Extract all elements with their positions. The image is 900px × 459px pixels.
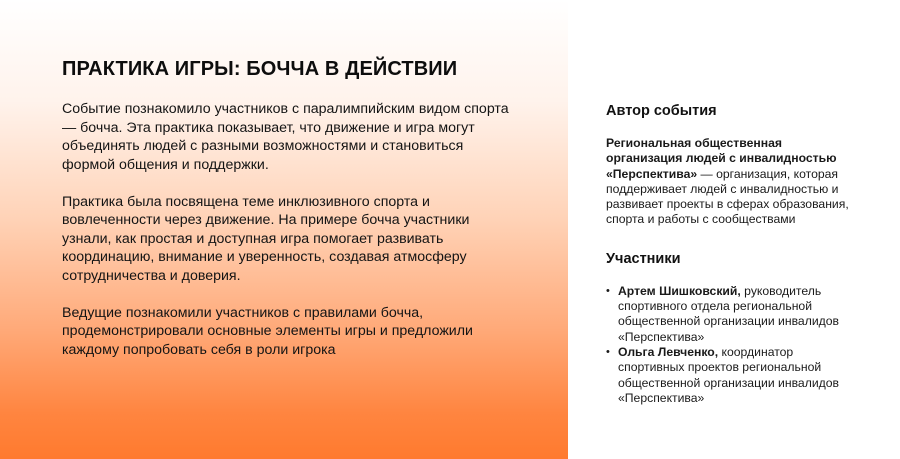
author-organization-description: — организация, которая поддерживает людей с инвалидностью и развивает проекты в сферах образования, спорта и работы с сообществами xyxy=(606,166,849,227)
participants-list xyxy=(606,284,846,406)
participant-item xyxy=(606,284,846,345)
paragraph-topic: Практика была посвящена теме инклюзивного спорта и вовлеченности через движение. На примере бочча участники узнали, как простая и доступная игра помогает развивать координацию, внимание и уверенность, создавая атмосферу сотрудничества и доверия. xyxy=(62,193,470,284)
participant-name: Артем Шишковский, xyxy=(618,283,741,298)
participants-heading: Участники xyxy=(606,250,681,267)
author-organization-name: Региональная общественная организация людей с инвалидностью «Перспектива» xyxy=(606,136,837,181)
bullet-icon: • xyxy=(606,345,610,358)
bullet-icon: • xyxy=(606,284,610,297)
event-info-sidebar xyxy=(568,0,900,459)
paragraph-intro: Событие познакомило участников с паралимпийским видом спорта — бочча. Эта практика показывает, что движение и игра могут объединять людей с разными возможностями и становиться формой общения и поддержки. xyxy=(62,101,509,173)
paragraph-hosts: Ведущие познакомили участников с правилами бочча, продемонстрировали основные элементы игры и предложили каждому попробовать себя в роли игрока xyxy=(62,304,473,358)
participant-role: координатор спортивных проектов региональной общественной организации инвалидов «Перспектива» xyxy=(618,344,839,405)
page-title: ПРАКТИКА ИГРЫ: БОЧЧА В ДЕЙСТВИИ xyxy=(62,58,458,80)
author-organization xyxy=(606,136,851,228)
participant-item xyxy=(606,345,846,406)
author-heading: Автор события xyxy=(606,103,717,119)
participant-role: руководитель спортивного отдела региональной общественной организации инвалидов «Перспектива» xyxy=(618,283,839,344)
participant-name: Ольга Левченко, xyxy=(618,344,719,359)
